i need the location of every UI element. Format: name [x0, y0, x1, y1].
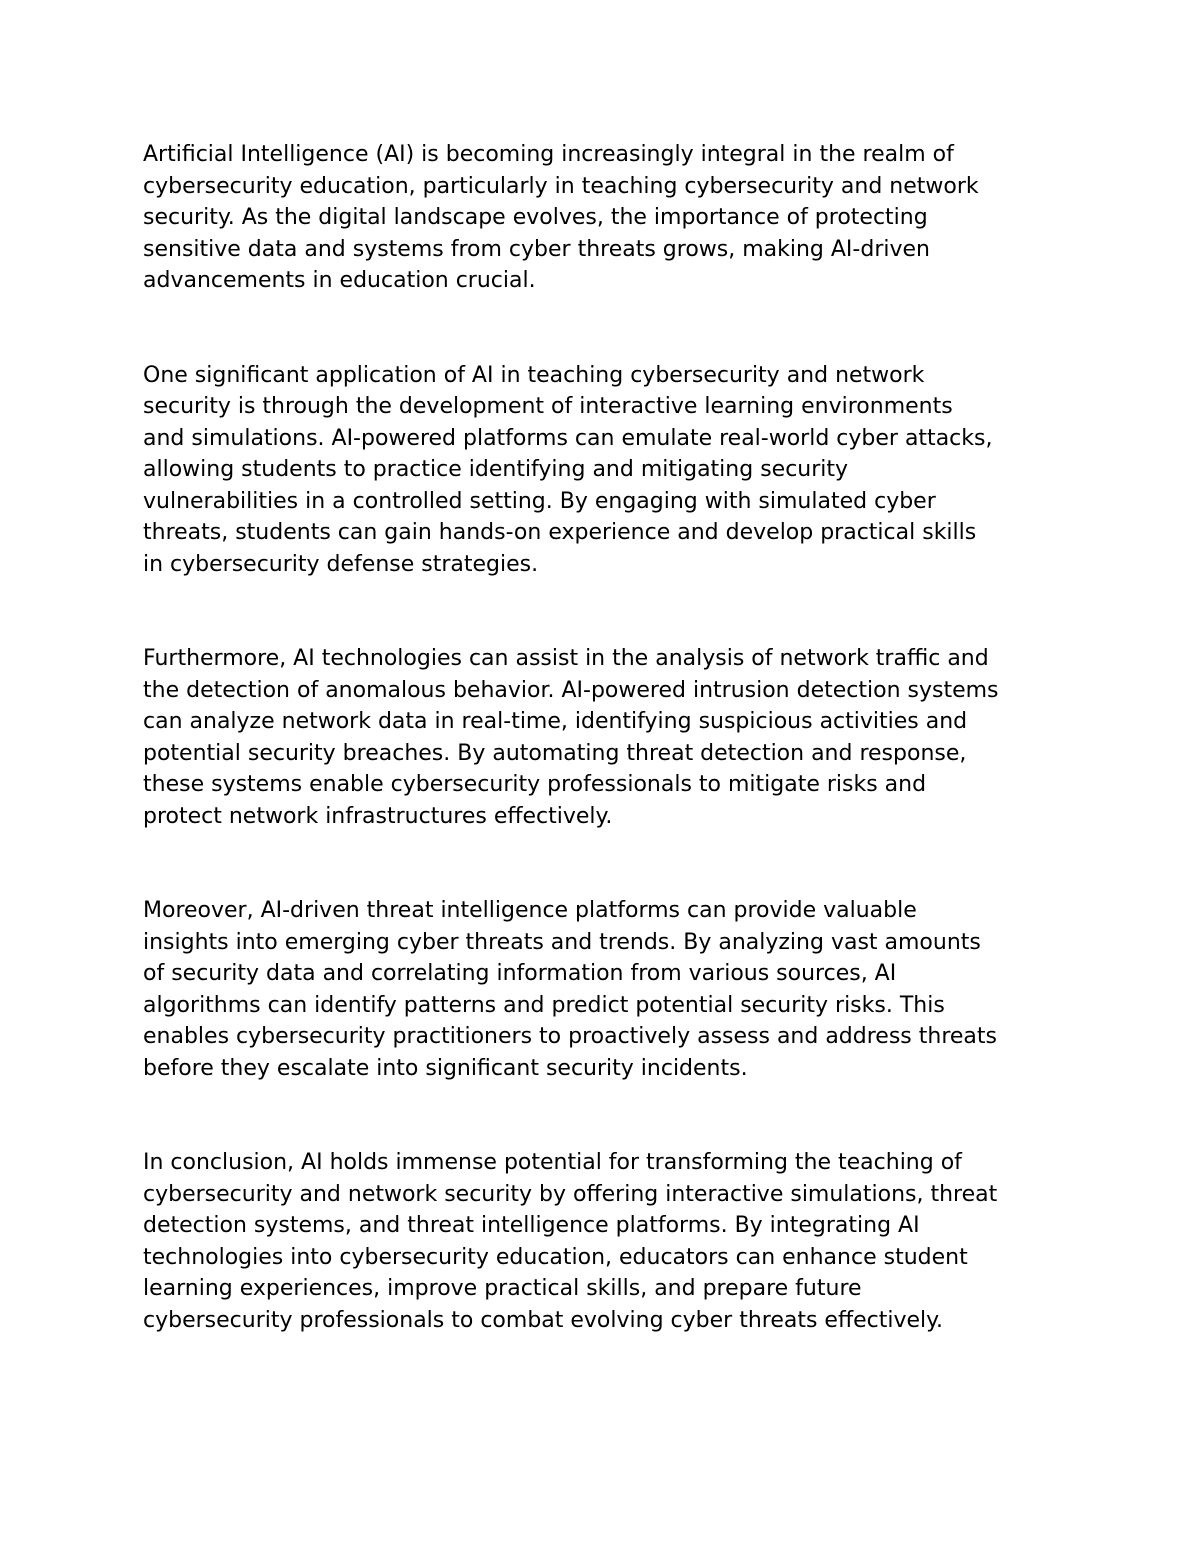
text-line: of security data and correlating information from various sources, AI	[143, 961, 897, 986]
text-line: can analyze network data in real-time, identifying suspicious activities and	[143, 709, 968, 734]
paragraph-intro	[143, 139, 1073, 297]
document-body	[143, 139, 1073, 1399]
text-line: Moreover, AI-driven threat intelligence platforms can provide valuable	[143, 898, 917, 923]
text-line: protect network infrastructures effectively.	[143, 803, 613, 829]
text-line: advancements in education crucial.	[143, 268, 536, 293]
text-line: vulnerabilities in a controlled setting. By engaging with simulated cyber	[143, 488, 936, 514]
text-line: allowing students to practice identifying and mitigating security	[143, 457, 849, 482]
text-line: One significant application of AI in teaching cybersecurity and network	[143, 362, 925, 388]
text-line: threats, students can gain hands-on experience and develop practical skills	[143, 520, 977, 545]
text-line: security is through the development of interactive learning environments	[143, 394, 953, 419]
paragraph-traffic-analysis	[143, 643, 1073, 832]
text-line: insights into emerging cyber threats and trends. By analyzing vast amounts	[143, 929, 981, 955]
text-line: these systems enable cybersecurity professionals to mitigate risks and	[143, 772, 927, 797]
text-line: technologies into cybersecurity education, educators can enhance student	[143, 1244, 968, 1270]
text-line: In conclusion, AI holds immense potential for transforming the teaching of	[143, 1150, 962, 1175]
paragraph-threat-intelligence	[143, 895, 1073, 1084]
text-line: cybersecurity professionals to combat evolving cyber threats effectively.	[143, 1307, 944, 1333]
text-line: cybersecurity education, particularly in teaching cybersecurity and network	[143, 173, 979, 199]
text-line: in cybersecurity defense strategies.	[143, 551, 539, 577]
text-line: the detection of anomalous behavior. AI-powered intrusion detection systems	[143, 677, 999, 703]
text-line: learning experiences, improve practical skills, and prepare future	[143, 1276, 862, 1301]
text-line: and simulations. AI-powered platforms can emulate real-world cyber attacks,	[143, 425, 993, 451]
text-line: detection systems, and threat intelligence platforms. By integrating AI	[143, 1213, 920, 1238]
paragraph-simulations	[143, 360, 1073, 581]
text-line: enables cybersecurity practitioners to proactively assess and address threats	[143, 1024, 997, 1049]
text-line: before they escalate into significant security incidents.	[143, 1055, 748, 1081]
text-line: Artificial Intelligence (AI) is becoming increasingly integral in the realm of	[143, 142, 954, 167]
text-line: security. As the digital landscape evolves, the importance of protecting	[143, 205, 928, 230]
text-line: algorithms can identify patterns and predict potential security risks. This	[143, 992, 945, 1018]
text-line: Furthermore, AI technologies can assist in the analysis of network traffic and	[143, 646, 989, 671]
text-line: sensitive data and systems from cyber threats grows, making AI-driven	[143, 236, 930, 262]
text-line: cybersecurity and network security by offering interactive simulations, threat	[143, 1181, 998, 1207]
text-line: potential security breaches. By automating threat detection and response,	[143, 740, 967, 766]
paragraph-conclusion	[143, 1147, 1073, 1336]
